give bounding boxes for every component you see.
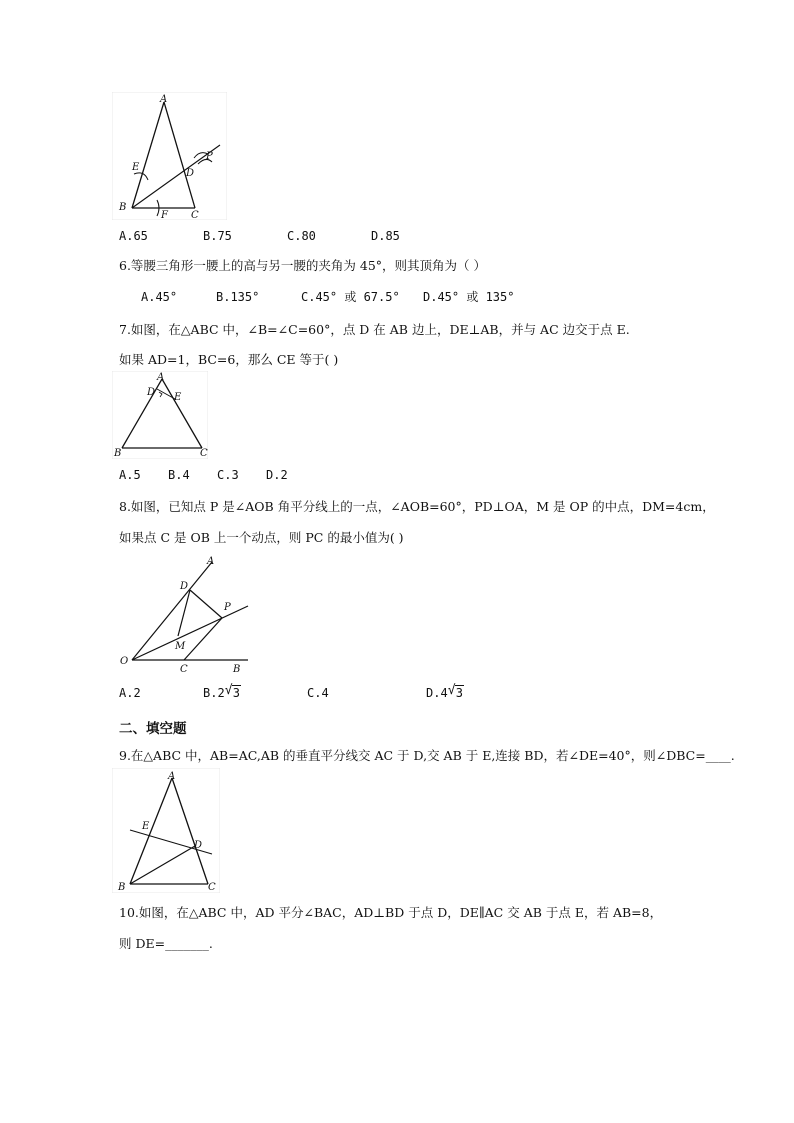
- segment-bd: [130, 846, 195, 884]
- q5-option-c[interactable]: C.80: [287, 229, 316, 243]
- ray-op: [132, 606, 248, 660]
- label-e: E: [132, 162, 140, 173]
- q7-option-d[interactable]: D.2: [266, 468, 288, 482]
- q8-line2: 如果点 C 是 OB 上一个动点，则 PC 的最小值为( ): [119, 530, 404, 545]
- side-ab: [122, 379, 162, 448]
- label-c: C: [208, 882, 216, 893]
- side-ac: [164, 102, 195, 208]
- label-a: A: [168, 771, 176, 782]
- label-d: D: [186, 168, 195, 179]
- q8-option-b[interactable]: [203, 683, 241, 700]
- q10-line2: 则 DE=_______.: [119, 936, 213, 951]
- q9-figure: [112, 768, 220, 893]
- ray-oa: [132, 562, 212, 660]
- label-a: A: [207, 556, 215, 567]
- q8-line1: 8.如图，已知点 P 是∠AOB 角平分线上的一点，∠AOB=60°，PD⊥OA，M 是 OP 的中点，DM=4cm，: [119, 499, 715, 514]
- side-ab: [130, 778, 172, 884]
- segment-dp: [190, 590, 222, 618]
- label-a: A: [160, 94, 168, 105]
- label-c: C: [200, 448, 208, 459]
- q6-option-d[interactable]: D.45° 或 135°: [423, 290, 515, 304]
- q8-option-d[interactable]: [426, 683, 464, 700]
- q5-option-b[interactable]: B.75: [203, 229, 232, 243]
- q9-text: 9.在△ABC 中，AB=AC,AB 的垂直平分线交 AC 于 D,交 AB 于 E,连接 BD，若∠DE=40°，则∠DBC=____.: [119, 748, 735, 763]
- q6-text: 6.等腰三角形一腰上的高与另一腰的夹角为 45°，则其顶角为（ ）: [119, 258, 487, 273]
- q7-line1: 7.如图，在△ABC 中，∠B=∠C=60°，点 D 在 AB 边上，DE⊥AB，并与 AC 边交于点 E.: [119, 322, 630, 337]
- label-b: B: [118, 882, 126, 893]
- label-c: C: [191, 210, 199, 220]
- label-b: B: [119, 202, 127, 213]
- q10-line1: 10.如图，在△ABC 中，AD 平分∠BAC，AD⊥BD 于点 D，DE∥AC 交 AB 于点 E，若 AB=8，: [119, 905, 663, 920]
- q8-option-d-prefix: D.4: [426, 686, 448, 700]
- q5-option-d[interactable]: D.85: [371, 229, 400, 243]
- label-e: E: [174, 392, 182, 403]
- label-c: C: [180, 664, 188, 675]
- q7-line2: 如果 AD=1，BC=6，那么 CE 等于( ): [119, 352, 339, 367]
- label-p: P: [206, 151, 213, 162]
- q7-option-a[interactable]: A.5: [119, 468, 141, 482]
- segment-de: [157, 389, 175, 399]
- label-d: D: [147, 387, 156, 398]
- q6-option-b[interactable]: B.135°: [216, 290, 260, 304]
- q8-option-b-radicand: 3: [232, 686, 240, 700]
- q6-option-c[interactable]: C.45° 或 67.5°: [301, 290, 400, 304]
- label-p: P: [224, 602, 231, 613]
- label-d: D: [180, 581, 189, 592]
- sqrt-symbol: √ 3: [447, 683, 463, 700]
- right-angle-mark: [159, 392, 162, 397]
- label-b: B: [233, 664, 241, 675]
- sqrt-symbol: √ 3: [224, 683, 240, 700]
- q7-figure: [112, 371, 208, 459]
- q8-option-a[interactable]: A.2: [119, 686, 141, 700]
- section-title: 二、填空题: [119, 721, 187, 737]
- segment-pc: [184, 618, 222, 660]
- q7-option-b[interactable]: B.4: [168, 468, 190, 482]
- side-ac: [172, 778, 208, 884]
- q7-option-c[interactable]: C.3: [217, 468, 239, 482]
- label-o: O: [120, 656, 129, 667]
- label-b: B: [114, 448, 122, 459]
- label-a: A: [157, 372, 165, 383]
- q5-option-a[interactable]: A.65: [119, 229, 148, 243]
- side-ab: [132, 102, 164, 208]
- q8-figure: [112, 552, 252, 677]
- label-d: D: [194, 840, 203, 851]
- q5-figure: [112, 92, 227, 220]
- q6-option-a[interactable]: A.45°: [141, 290, 178, 304]
- label-e: E: [142, 821, 150, 832]
- q8-option-b-prefix: B.2: [203, 686, 225, 700]
- q8-option-d-radicand: 3: [455, 686, 463, 700]
- q8-option-c[interactable]: C.4: [307, 686, 329, 700]
- label-f: F: [161, 210, 168, 220]
- label-m: M: [175, 641, 186, 652]
- side-ac: [162, 379, 202, 448]
